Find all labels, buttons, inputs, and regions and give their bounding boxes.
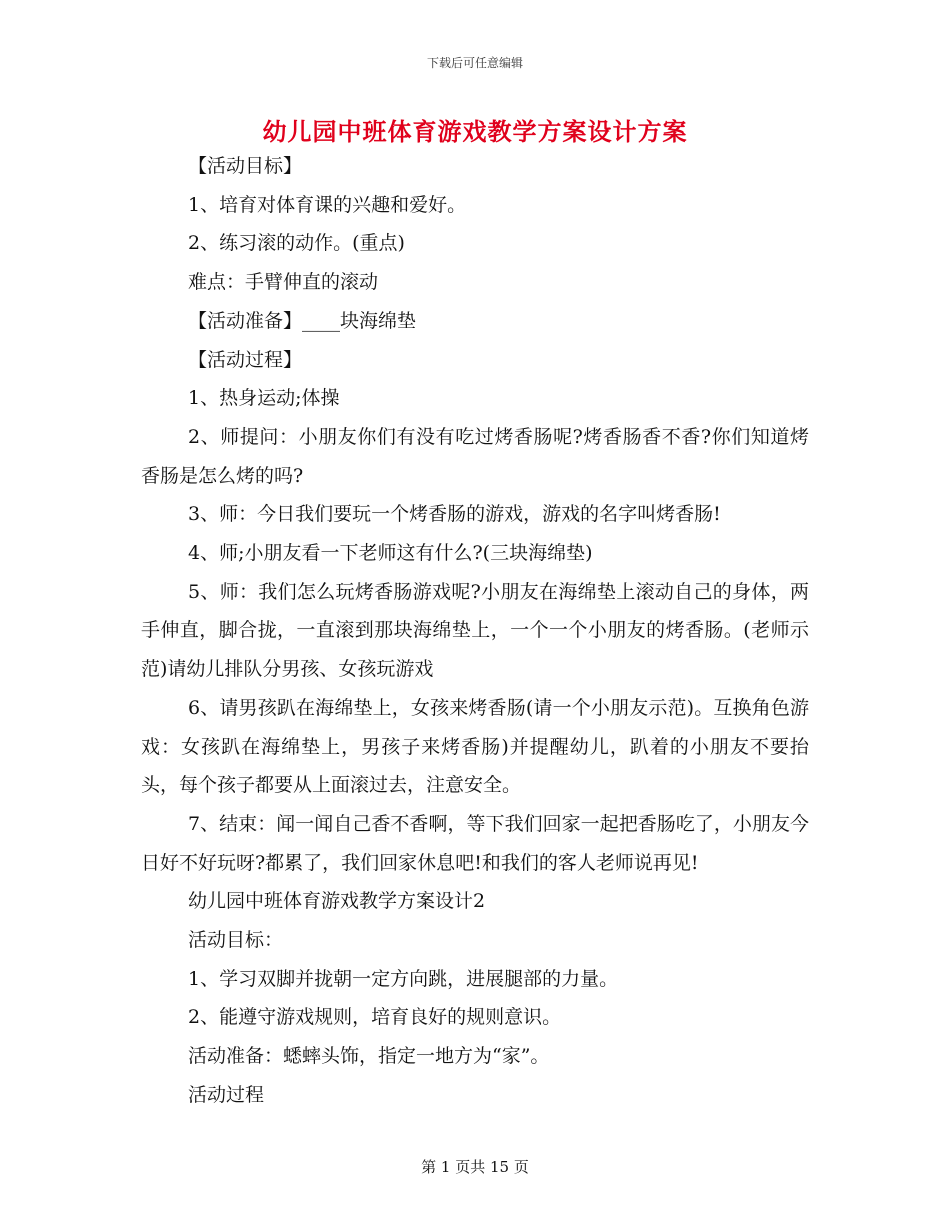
paragraph: 2、能遵守游戏规则，培育良好的规则意识。 <box>188 1006 562 1029</box>
paragraph: 难点：手臂伸直的滚动 <box>188 271 379 294</box>
page-header-note: 下载后可任意编辑 <box>426 56 523 70</box>
document-body <box>141 147 809 1115</box>
subtitle-design-2: 幼儿园中班体育游戏教学方案设计2 <box>188 890 486 913</box>
paragraph: 1、培育对体育课的兴趣和爱好。 <box>188 193 467 216</box>
paragraph: 活动过程 <box>188 1083 265 1106</box>
paragraph: 4、师;小朋友看一下老师这有什么?(三块海绵垫) <box>188 542 593 565</box>
section-heading-goals: 【活动目标】 <box>188 155 303 177</box>
paragraph: 活动目标： <box>188 929 284 952</box>
paragraph: 5、师：我们怎么玩烤香肠游戏呢?小朋友在海绵垫上滚动自己的身体，两手伸直，脚合拢，一直滚到那块海绵垫上，一个一个小朋友的烤香肠。(老师示范)请幼儿排队分男孩、女孩玩游戏 <box>141 580 809 681</box>
paragraph: 1、热身运动;体操 <box>188 387 340 410</box>
section-heading-preparation: 【活动准备】____块海绵垫 <box>188 309 417 332</box>
paragraph: 活动准备：蟋蟀头饰，指定一地方为“家”。 <box>188 1045 550 1068</box>
paragraph: 2、师提问：小朋友你们有没有吃过烤香肠呢?烤香肠香不香?你们知道烤香肠是怎么烤的吗? <box>141 425 809 487</box>
page-number: 第 1 页共 15 页 <box>421 1158 529 1176</box>
paragraph: 3、师：今日我们要玩一个烤香肠的游戏，游戏的名字叫烤香肠! <box>188 503 721 526</box>
paragraph: 6、请男孩趴在海绵垫上，女孩来烤香肠(请一个小朋友示范)。互换角色游戏：女孩趴在海绵垫上，男孩子来烤香肠)并提醒幼儿，趴着的小朋友不要抬头，每个孩子都要从上面滚过去，注意安全。 <box>141 696 809 797</box>
document-title: 幼儿园中班体育游戏教学方案设计方案 <box>262 117 688 146</box>
section-heading-process: 【活动过程】 <box>188 348 303 371</box>
paragraph: 7、结束：闻一闻自己香不香啊，等下我们回家一起把香肠吃了，小朋友今日好不好玩呀?都累了，我们回家休息吧!和我们的客人老师说再见! <box>141 812 809 874</box>
paragraph: 1、学习双脚并拢朝一定方向跳，进展腿部的力量。 <box>188 967 619 990</box>
paragraph: 2、练习滚的动作。(重点) <box>188 232 405 255</box>
